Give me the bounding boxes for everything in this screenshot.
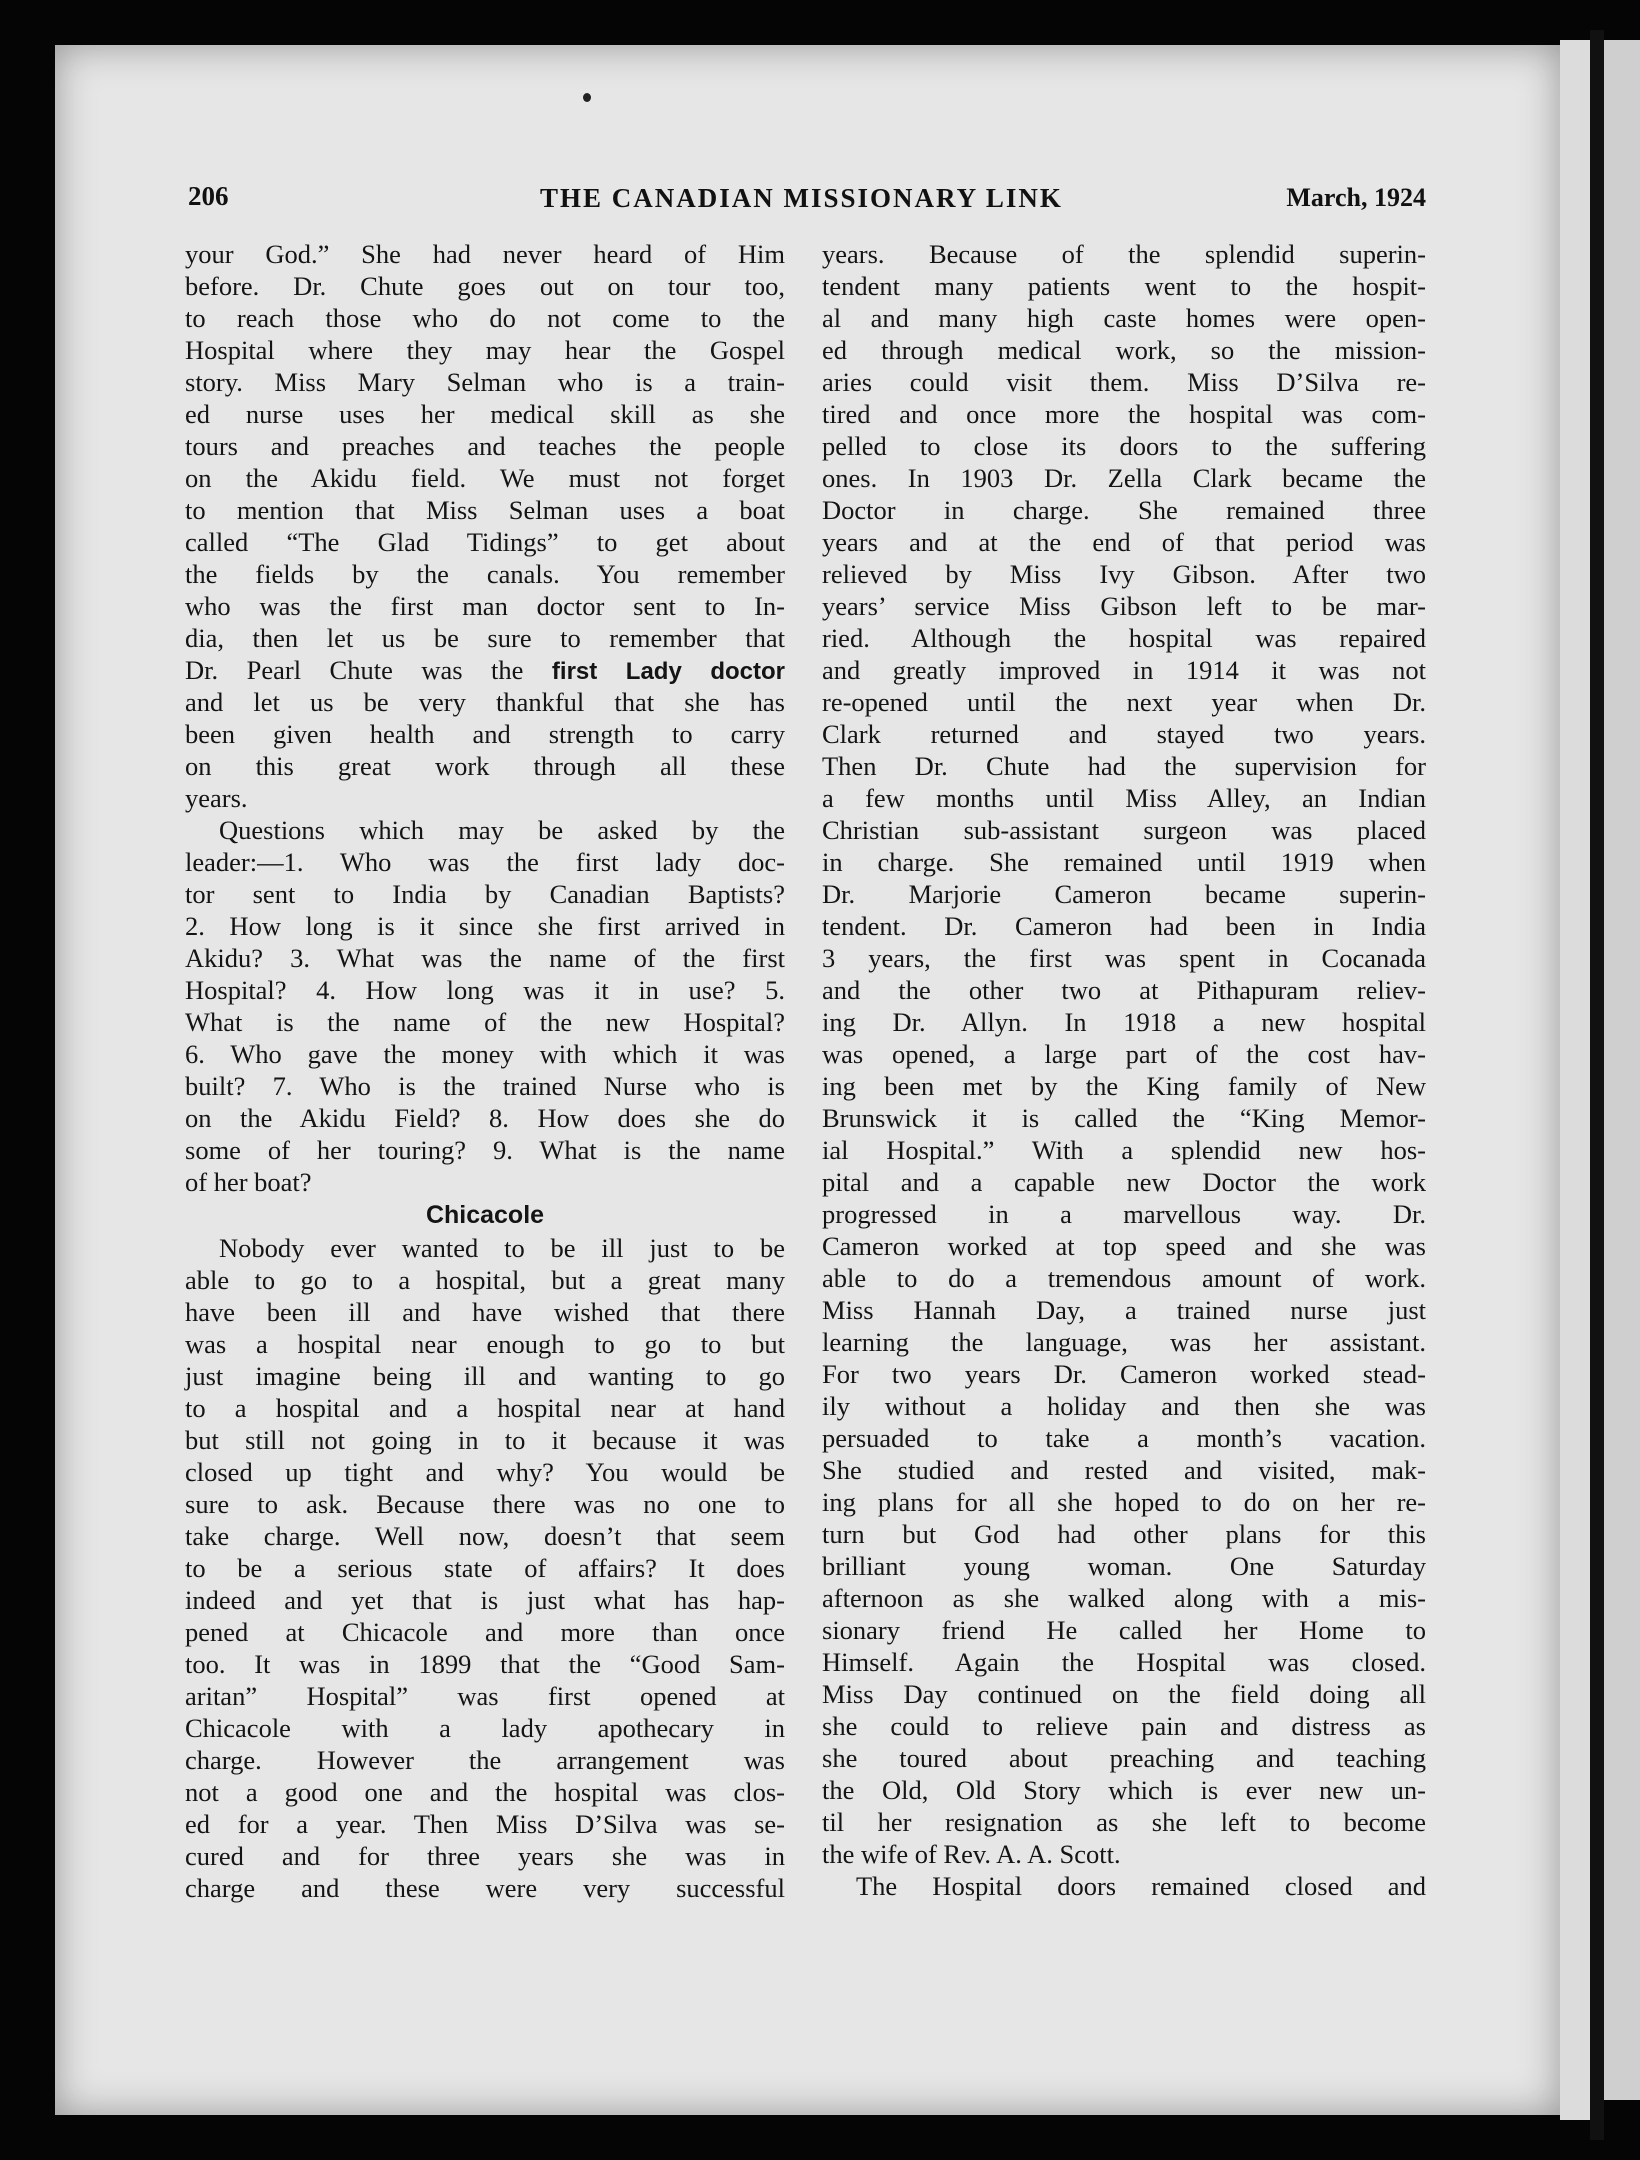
text-line: aries could visit them. Miss D’Silva re- <box>822 367 1426 397</box>
text-line: charge. However the arrangement was <box>185 1745 785 1775</box>
text-line-with-emphasis <box>185 654 785 686</box>
text-line: the Old, Old Story which is ever new un- <box>822 1775 1426 1805</box>
book-spine <box>1590 30 1604 2140</box>
facing-page-sliver <box>1604 40 1640 2100</box>
text-line: charge and these were very successful <box>185 1873 785 1903</box>
text-line: The Hospital doors remained closed and <box>856 1871 1426 1901</box>
text-line: too. It was in 1899 that the “Good Sam- <box>185 1649 785 1679</box>
text-line: and let us be very thankful that she has <box>185 687 785 717</box>
text-line: cured and for three years she was in <box>185 1841 785 1871</box>
text-line: to be a serious state of affairs? It does <box>185 1553 785 1583</box>
text-line: afternoon as she walked along with a mis- <box>822 1583 1426 1613</box>
text-line: tendent. Dr. Cameron had been in India <box>822 911 1426 941</box>
text-line: of her boat? <box>185 1167 312 1197</box>
text-line: ried. Although the hospital was repaired <box>822 623 1426 653</box>
text-line: Hospital where they may hear the Gospel <box>185 335 785 365</box>
next-page-edge <box>1560 40 1590 2120</box>
text-line: closed up tight and why? You would be <box>185 1457 785 1487</box>
text-line: learning the language, was her assistant. <box>822 1327 1426 1357</box>
left-text-column <box>185 238 785 1904</box>
journal-title: THE CANADIAN MISSIONARY LINK <box>540 183 1063 213</box>
issue-date: March, 1924 <box>1286 183 1426 212</box>
text-line: Chicacole with a lady apothecary in <box>185 1713 785 1743</box>
ink-spot <box>583 93 591 102</box>
text-line: your God.” She had never heard of Him <box>185 239 785 269</box>
text-line: not a good one and the hospital was clos- <box>185 1777 785 1807</box>
page-header <box>188 181 1426 221</box>
text-line: Miss Day continued on the field doing all <box>822 1679 1426 1709</box>
text-line: sionary friend He called her Home to <box>822 1615 1426 1645</box>
text-line: and the other two at Pithapuram reliev- <box>822 975 1426 1005</box>
text-line: some of her touring? 9. What is the name <box>185 1135 785 1165</box>
text-line: before. Dr. Chute goes out on tour too, <box>185 271 785 301</box>
text-line: indeed and yet that is just what has hap- <box>185 1585 785 1615</box>
text-line: a few months until Miss Alley, an Indian <box>822 783 1426 813</box>
text-line: re-opened until the next year when Dr. <box>822 687 1426 717</box>
text-line: tendent many patients went to the hospit- <box>822 271 1426 301</box>
text-line: pital and a capable new Doctor the work <box>822 1167 1426 1197</box>
text-line: been given health and strength to carry <box>185 719 785 749</box>
text-line: Nobody ever wanted to be ill just to be <box>219 1233 785 1263</box>
emphasis-first-lady-doctor: first Lady doctor <box>551 658 786 685</box>
text-line: progressed in a marvellous way. Dr. <box>822 1199 1426 1229</box>
text-line: Questions which may be asked by the <box>219 815 785 845</box>
text-line: the wife of Rev. A. A. Scott. <box>822 1839 1121 1869</box>
text-line: was opened, a large part of the cost hav- <box>822 1039 1426 1069</box>
text-line: ed for a year. Then Miss D’Silva was se- <box>185 1809 785 1839</box>
text-line: For two years Dr. Cameron worked stead- <box>822 1359 1426 1389</box>
text-line: take charge. Well now, doesn’t that seem <box>185 1521 785 1551</box>
text-line: sure to ask. Because there was no one to <box>185 1489 785 1519</box>
text-line: on the Akidu Field? 8. How does she do <box>185 1103 785 1133</box>
text-line: years’ service Miss Gibson left to be mar- <box>822 591 1426 621</box>
text-line: years. <box>185 783 248 813</box>
text-line: on this great work through all these <box>185 751 785 781</box>
text-line: to reach those who do not come to the <box>185 303 785 333</box>
text-line: persuaded to take a month’s vacation. <box>822 1423 1426 1453</box>
text-line: ial Hospital.” With a splendid new hos- <box>822 1135 1426 1165</box>
text-line: Then Dr. Chute had the supervision for <box>822 751 1426 781</box>
text-line: turn but God had other plans for this <box>822 1519 1426 1549</box>
text-line: brilliant young woman. One Saturday <box>822 1551 1426 1581</box>
text-line: ones. In 1903 Dr. Zella Clark became the <box>822 463 1426 493</box>
text-line: Doctor in charge. She remained three <box>822 495 1426 525</box>
text-line: Hospital? 4. How long was it in use? 5. <box>185 975 785 1005</box>
text-line: al and many high caste homes were open- <box>822 303 1426 333</box>
text-line: just imagine being ill and wanting to go <box>185 1361 785 1391</box>
text-fragment: Dr. Pearl Chute was the <box>185 655 524 685</box>
text-line: the fields by the canals. You remember <box>185 559 785 589</box>
text-line: pelled to close its doors to the suffering <box>822 431 1426 461</box>
text-line: relieved by Miss Ivy Gibson. After two <box>822 559 1426 589</box>
text-line: tired and once more the hospital was com- <box>822 399 1426 429</box>
text-line: built? 7. Who is the trained Nurse who is <box>185 1071 785 1101</box>
text-line: to mention that Miss Selman uses a boat <box>185 495 785 525</box>
text-line: til her resignation as she left to become <box>822 1807 1426 1837</box>
text-line: ing Dr. Allyn. In 1918 a new hospital <box>822 1007 1426 1037</box>
text-line: who was the first man doctor sent to In- <box>185 591 785 621</box>
text-line: in charge. She remained until 1919 when <box>822 847 1426 877</box>
text-line: dia, then let us be sure to remember that <box>185 623 785 653</box>
text-line: able to go to a hospital, but a great many <box>185 1265 785 1295</box>
text-line: tor sent to India by Canadian Baptists? <box>185 879 785 909</box>
text-line: ily without a holiday and then she was <box>822 1391 1426 1421</box>
text-line: Miss Hannah Day, a trained nurse just <box>822 1295 1426 1325</box>
text-line: called “The Glad Tidings” to get about <box>185 527 785 557</box>
text-line: years and at the end of that period was <box>822 527 1426 557</box>
text-line: Brunswick it is called the “King Memor- <box>822 1103 1426 1133</box>
text-line: ing plans for all she hoped to do on her re- <box>822 1487 1426 1517</box>
text-line: Cameron worked at top speed and she was <box>822 1231 1426 1261</box>
text-line: What is the name of the new Hospital? <box>185 1007 785 1037</box>
text-line: Christian sub-assistant surgeon was placed <box>822 815 1426 845</box>
text-line: to a hospital and a hospital near at hand <box>185 1393 785 1423</box>
text-line: she could to relieve pain and distress as <box>822 1711 1426 1741</box>
text-line: years. Because of the splendid superin- <box>822 239 1426 269</box>
text-line: on the Akidu field. We must not forget <box>185 463 785 493</box>
text-line: tours and preaches and teaches the people <box>185 431 785 461</box>
text-line: ing been met by the King family of New <box>822 1071 1426 1101</box>
text-line: 3 years, the first was spent in Cocanada <box>822 943 1426 973</box>
text-line: pened at Chicacole and more than once <box>185 1617 785 1647</box>
text-line: Clark returned and stayed two years. <box>822 719 1426 749</box>
text-line: Dr. Marjorie Cameron became superin- <box>822 879 1426 909</box>
text-line: leader:—1. Who was the first lady doc- <box>185 847 785 877</box>
text-line: was a hospital near enough to go to but <box>185 1329 785 1359</box>
text-line: Himself. Again the Hospital was closed. <box>822 1647 1426 1677</box>
text-line: story. Miss Mary Selman who is a train- <box>185 367 785 397</box>
text-line: ed nurse uses her medical skill as she <box>185 399 785 429</box>
text-line: aritan” Hospital” was first opened at <box>185 1681 785 1711</box>
text-line: 6. Who gave the money with which it was <box>185 1039 785 1069</box>
text-line: able to do a tremendous amount of work. <box>822 1263 1426 1293</box>
text-line: ed through medical work, so the mission- <box>822 335 1426 365</box>
text-line: but still not going in to it because it was <box>185 1425 785 1455</box>
section-heading-chicacole: Chicacole <box>425 1201 545 1229</box>
text-line: she toured about preaching and teaching <box>822 1743 1426 1773</box>
text-line: have been ill and have wished that there <box>185 1297 785 1327</box>
text-line: She studied and rested and visited, mak- <box>822 1455 1426 1485</box>
text-line: and greatly improved in 1914 it was not <box>822 655 1426 685</box>
text-line: Akidu? 3. What was the name of the first <box>185 943 785 973</box>
right-text-column <box>822 238 1426 1902</box>
page-number: 206 <box>188 181 229 211</box>
text-line: 2. How long is it since she first arrived in <box>185 911 785 941</box>
